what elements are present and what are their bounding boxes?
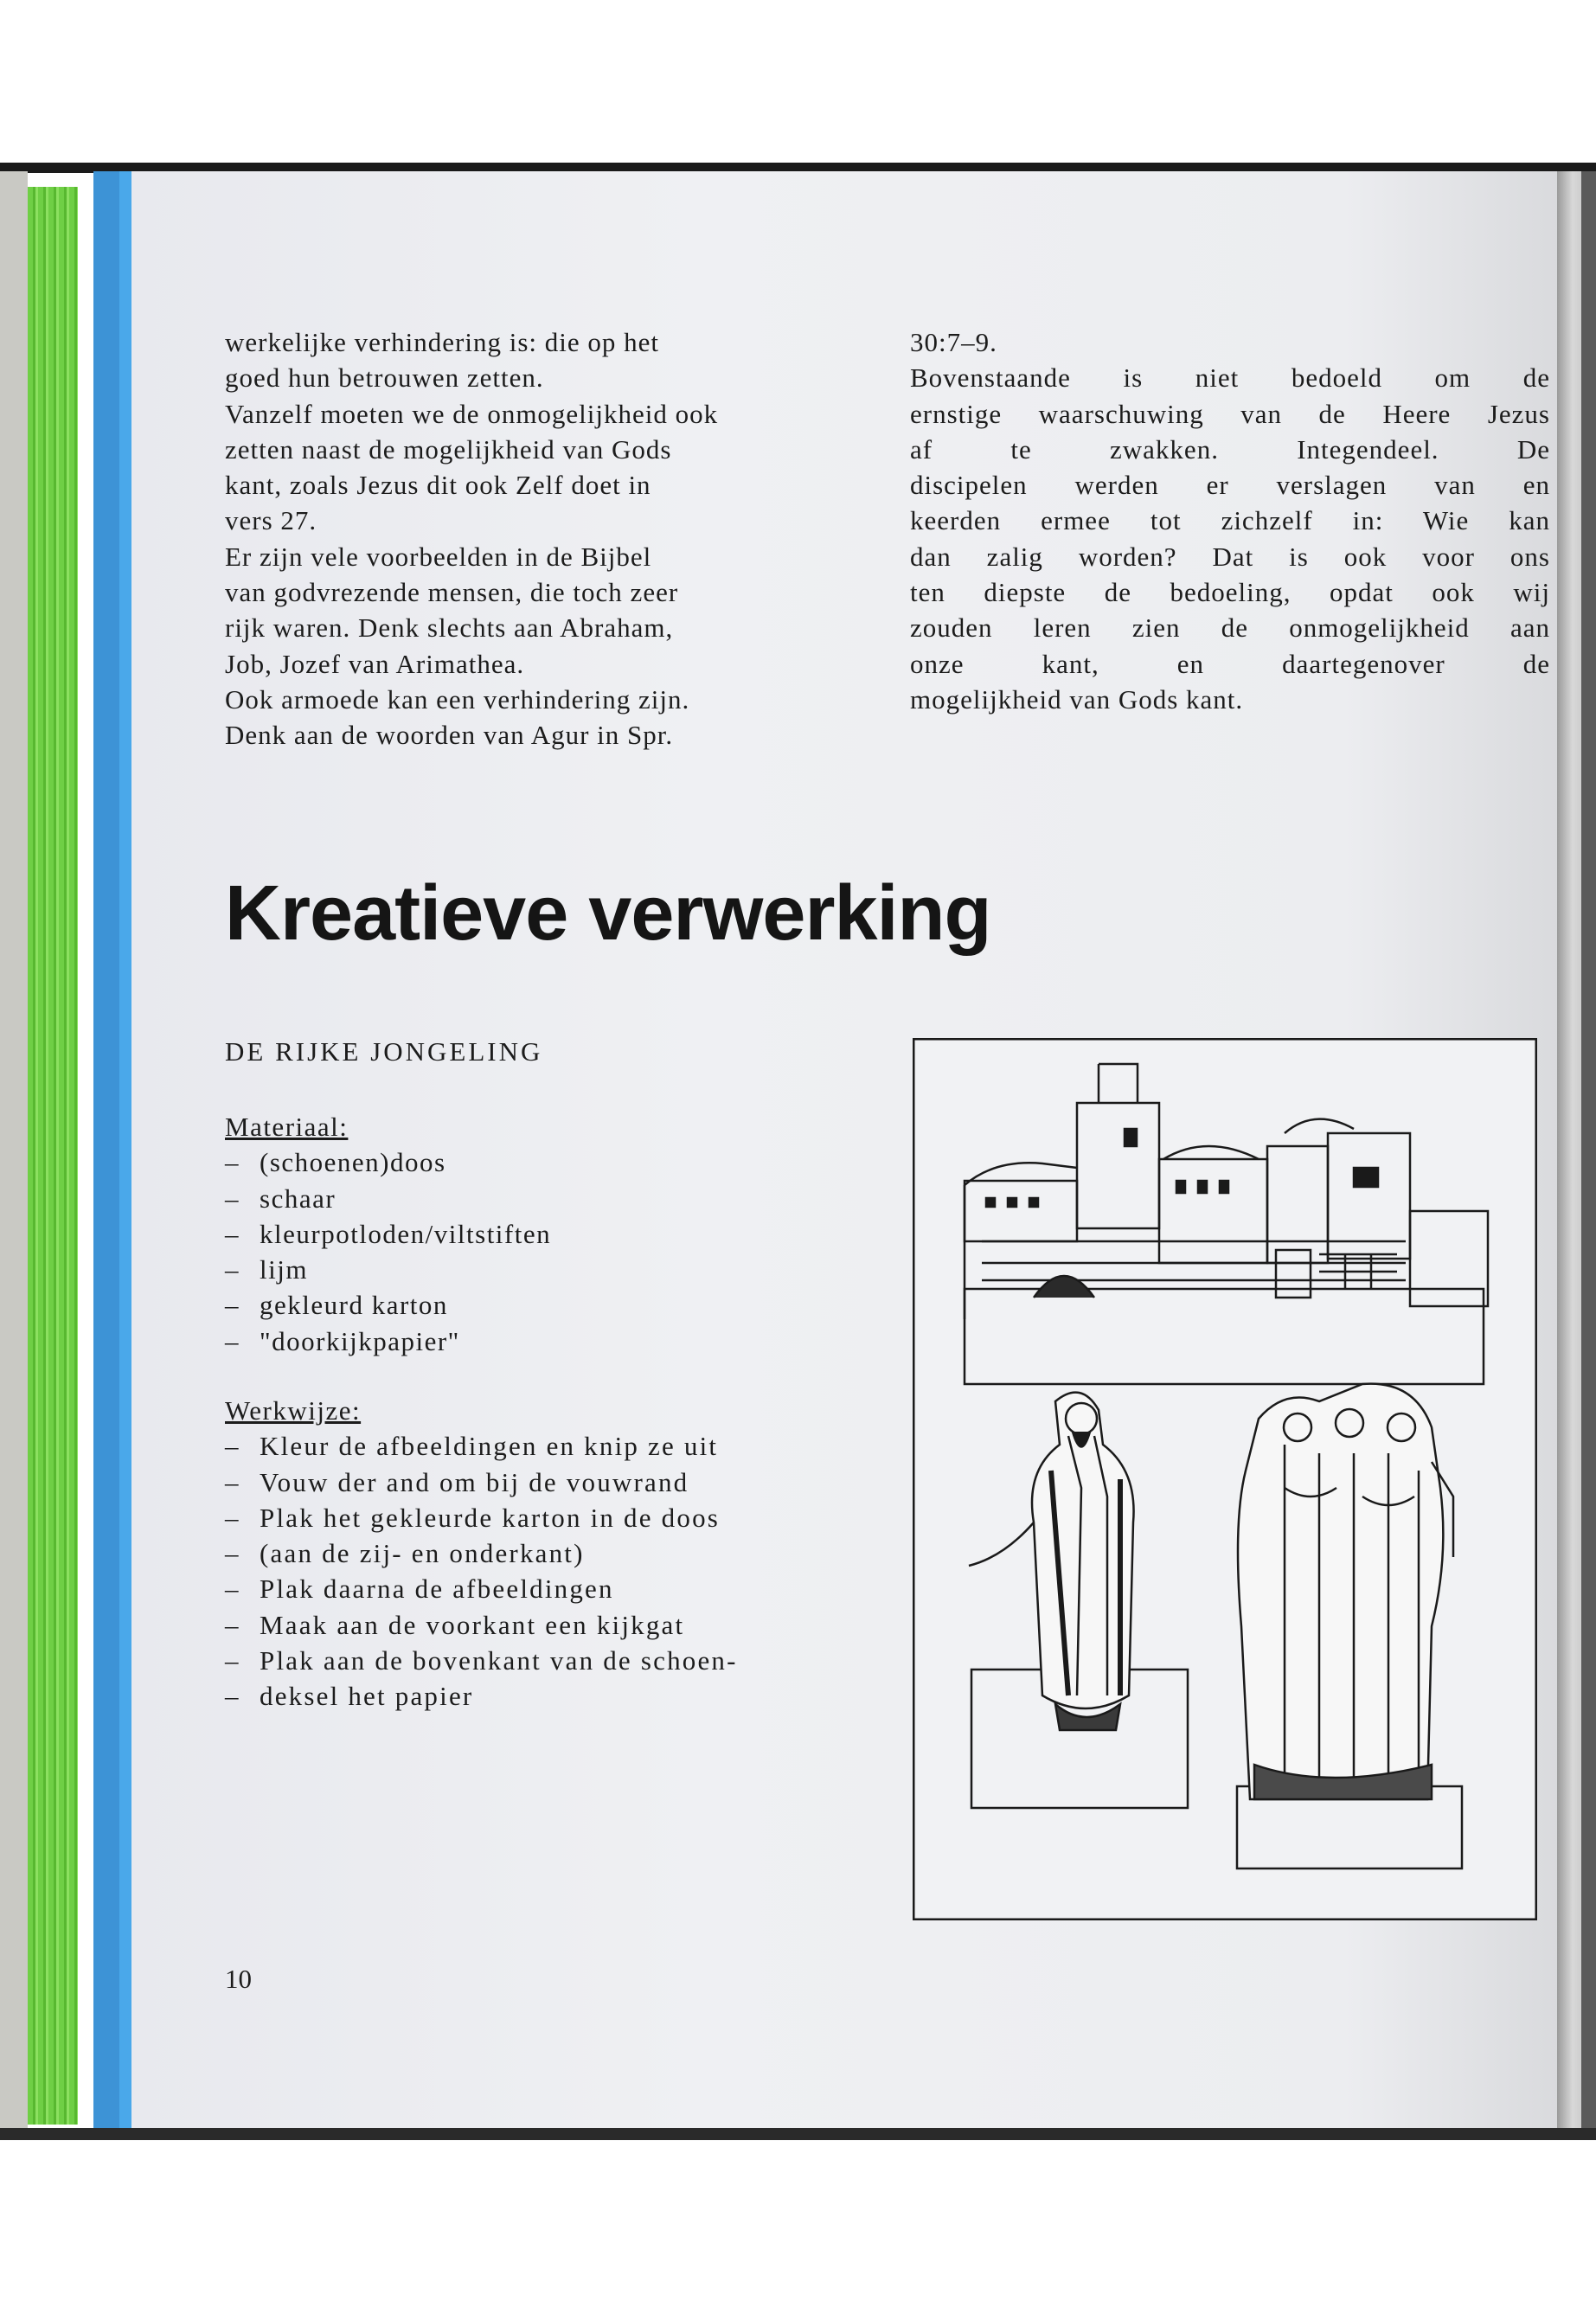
- text-line: Ook armoede kan een verhindering zijn.: [225, 683, 690, 715]
- list-item: – schaar: [225, 1181, 865, 1216]
- list-item: – gekleurd karton: [225, 1287, 865, 1323]
- text-column-left: [225, 324, 848, 753]
- text-line: onze kant, en daartegenover de: [910, 648, 1550, 679]
- text-line: keerden ermee tot zichzelf in: Wie kan: [910, 505, 1550, 536]
- text-line: zouden leren zien de onmogelijkheid aan: [910, 612, 1550, 644]
- text-line: Denk aan de woorden van Agur in Spr.: [225, 720, 674, 751]
- text-line: Vanzelf moeten we de onmogelijkheid ook: [225, 398, 719, 429]
- text-line: mogelijkheid van Gods kant.: [910, 683, 1244, 715]
- text-line: Er zijn vele voorbeelden in de Bijbel: [225, 541, 652, 572]
- text-line: ernstige waarschuwing van de Heere Jezus: [910, 398, 1550, 429]
- page-number: 10: [225, 1964, 252, 1994]
- list-item: – (schoenen)doos: [225, 1144, 865, 1180]
- text-column-right: [910, 324, 1550, 717]
- book-page-edges: [0, 171, 138, 2130]
- text-line: kant, zoals Jezus dit ook Zelf doet in: [225, 470, 651, 501]
- photo-frame-bottom: [0, 2128, 1596, 2140]
- list-item: – Kleur de afbeeldingen en knip ze uit: [225, 1428, 865, 1464]
- next-page-edge: [1581, 171, 1596, 2128]
- text-line: goed hun betrouwen zetten.: [225, 362, 544, 394]
- text-line: rijk waren. Denk slechts aan Abraham,: [225, 612, 674, 644]
- illustration-box: [913, 1038, 1537, 1920]
- text-line: vers 27.: [225, 505, 317, 536]
- text-line: van godvrezende mensen, die toch zeer: [225, 577, 679, 608]
- list-item: – "doorkijkpapier": [225, 1324, 865, 1359]
- list-item: – kleurpotloden/viltstiften: [225, 1216, 865, 1252]
- text-line: dan zalig worden? Dat is ook voor ons: [910, 541, 1550, 572]
- list-item: – deksel het papier: [225, 1678, 865, 1714]
- cutout-illustration: [913, 1038, 1537, 1920]
- list-item: – lijm: [225, 1252, 865, 1287]
- list-item: – Plak daarna de afbeeldingen: [225, 1571, 865, 1606]
- text-line: af te zwakken. Integendeel. De: [910, 433, 1550, 465]
- materials-list: [225, 1109, 865, 1359]
- list-item: – Plak aan de bovenkant van de schoen-: [225, 1643, 865, 1678]
- list-item: – Plak het gekleurde karton in de doos: [225, 1500, 865, 1535]
- text-line: zetten naast de mogelijkheid van Gods: [225, 433, 672, 465]
- text-line: 30:7–9.: [910, 327, 997, 357]
- subtitle: DE RIJKE JONGELING: [225, 1036, 543, 1067]
- list-item: – Maak aan de voorkant een kijkgat: [225, 1607, 865, 1643]
- list-item: – Vouw der and om bij de vouwrand: [225, 1465, 865, 1500]
- text-line: werkelijke verhindering is: die op het: [225, 327, 660, 357]
- section-heading: Kreatieve verwerking: [225, 870, 991, 957]
- list-item: – (aan de zij- en onderkant): [225, 1535, 865, 1571]
- materials-heading: Materiaal:: [225, 1112, 349, 1142]
- text-line: Bovenstaande is niet bedoeld om de: [910, 362, 1550, 394]
- method-heading: Werkwijze:: [225, 1395, 362, 1426]
- text-line: discipelen werden er verslagen van en: [910, 470, 1550, 501]
- text-line: ten diepste de bedoeling, opdat ook wij: [910, 577, 1550, 608]
- text-line: Job, Jozef van Arimathea.: [225, 648, 525, 679]
- method-list: [225, 1393, 865, 1715]
